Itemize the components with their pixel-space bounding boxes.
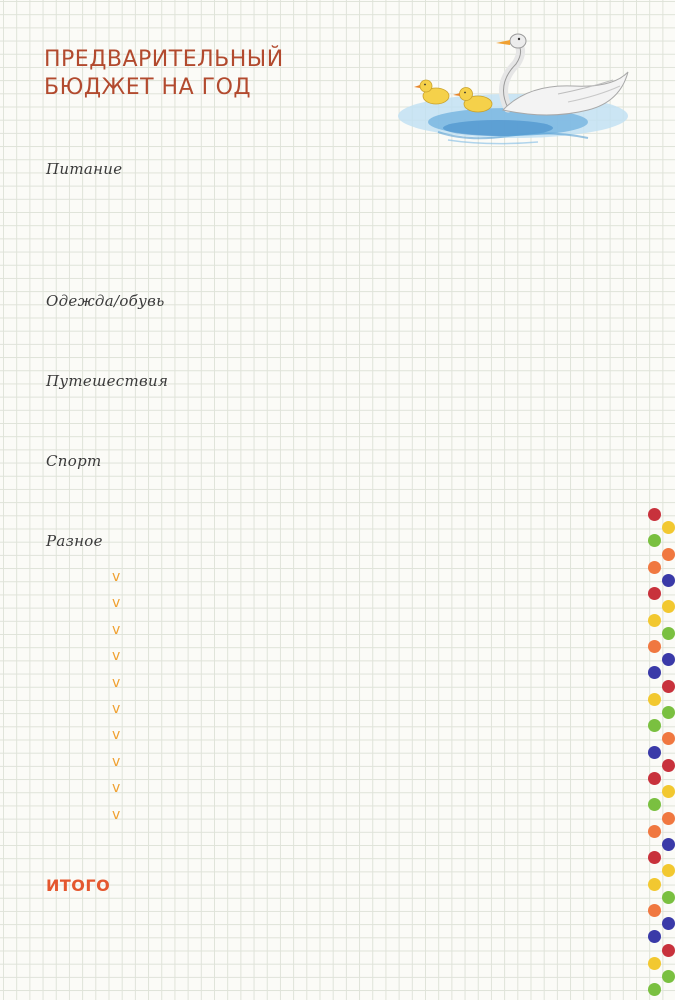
- duckling-icon: [414, 80, 449, 104]
- decorative-dot-icon: [648, 587, 661, 600]
- decorative-dot-icon: [648, 614, 661, 627]
- checkmark-icon: v: [112, 569, 121, 585]
- decorative-dot-icon: [662, 680, 675, 693]
- checkmark-list: [112, 566, 120, 830]
- decorative-dot-icon: [662, 706, 675, 719]
- decorative-dot-icon: [662, 759, 675, 772]
- decorative-dot-icon: [662, 521, 675, 534]
- goose-icon: [496, 34, 628, 115]
- decorative-dot-icon: [648, 983, 661, 996]
- decorative-dot-icon: [662, 970, 675, 983]
- decorative-dot-icon: [648, 930, 661, 943]
- decorative-dot-icon: [648, 666, 661, 679]
- decorative-dot-icon: [662, 812, 675, 825]
- decorative-dot-icon: [662, 732, 675, 745]
- decorative-dot-icon: [662, 653, 675, 666]
- decorative-dot-icon: [648, 904, 661, 917]
- total-label: ИТОГО: [46, 876, 111, 895]
- page-title: [44, 46, 284, 102]
- page-title-line-2: БЮДЖЕТ НА ГОД: [44, 75, 252, 100]
- checkmark-icon: v: [112, 595, 121, 612]
- checkmark-icon: v: [112, 700, 121, 717]
- colored-dots-tab: [640, 508, 675, 1000]
- decorative-dot-icon: [648, 561, 661, 574]
- decorative-dot-icon: [648, 640, 661, 653]
- decorative-dot-icon: [662, 574, 675, 587]
- checkmark-icon: v: [112, 648, 121, 665]
- category-food: Питание: [46, 160, 123, 178]
- decorative-dot-icon: [662, 838, 675, 851]
- page-title-line-1: ПРЕДВАРИТЕЛЬНЫЙ: [44, 47, 284, 72]
- category-travel: Путешествия: [46, 372, 169, 390]
- decorative-dot-icon: [662, 600, 675, 613]
- decorative-dot-icon: [648, 957, 661, 970]
- decorative-dot-icon: [648, 798, 661, 811]
- checkmark-icon: v: [112, 780, 121, 797]
- decorative-dot-icon: [648, 693, 661, 706]
- category-clothing: Одежда/обувь: [46, 292, 165, 310]
- decorative-dot-icon: [648, 719, 661, 732]
- category-misc: Разное: [46, 532, 103, 550]
- checkmark-icon: v: [112, 674, 121, 691]
- decorative-dot-icon: [648, 851, 661, 864]
- decorative-dot-icon: [648, 825, 661, 838]
- decorative-dot-icon: [662, 891, 675, 904]
- decorative-dot-icon: [662, 548, 675, 561]
- category-sport: Спорт: [46, 452, 102, 470]
- decorative-dot-icon: [648, 878, 661, 891]
- decorative-dot-icon: [662, 944, 675, 957]
- checkmark-icon: v: [112, 727, 121, 744]
- decorative-dot-icon: [648, 534, 661, 547]
- checkmark-icon: v: [112, 753, 121, 770]
- decorative-dot-icon: [648, 508, 661, 521]
- decorative-dot-icon: [648, 746, 661, 759]
- decorative-dot-icon: [648, 772, 661, 785]
- checkmark-icon: v: [112, 806, 121, 823]
- checkmark-icon: v: [112, 621, 121, 638]
- decorative-dot-icon: [662, 627, 675, 640]
- decorative-dot-icon: [662, 864, 675, 877]
- decorative-dot-icon: [662, 785, 675, 798]
- goose-with-ducklings-illustration: [388, 24, 638, 149]
- decorative-dot-icon: [662, 917, 675, 930]
